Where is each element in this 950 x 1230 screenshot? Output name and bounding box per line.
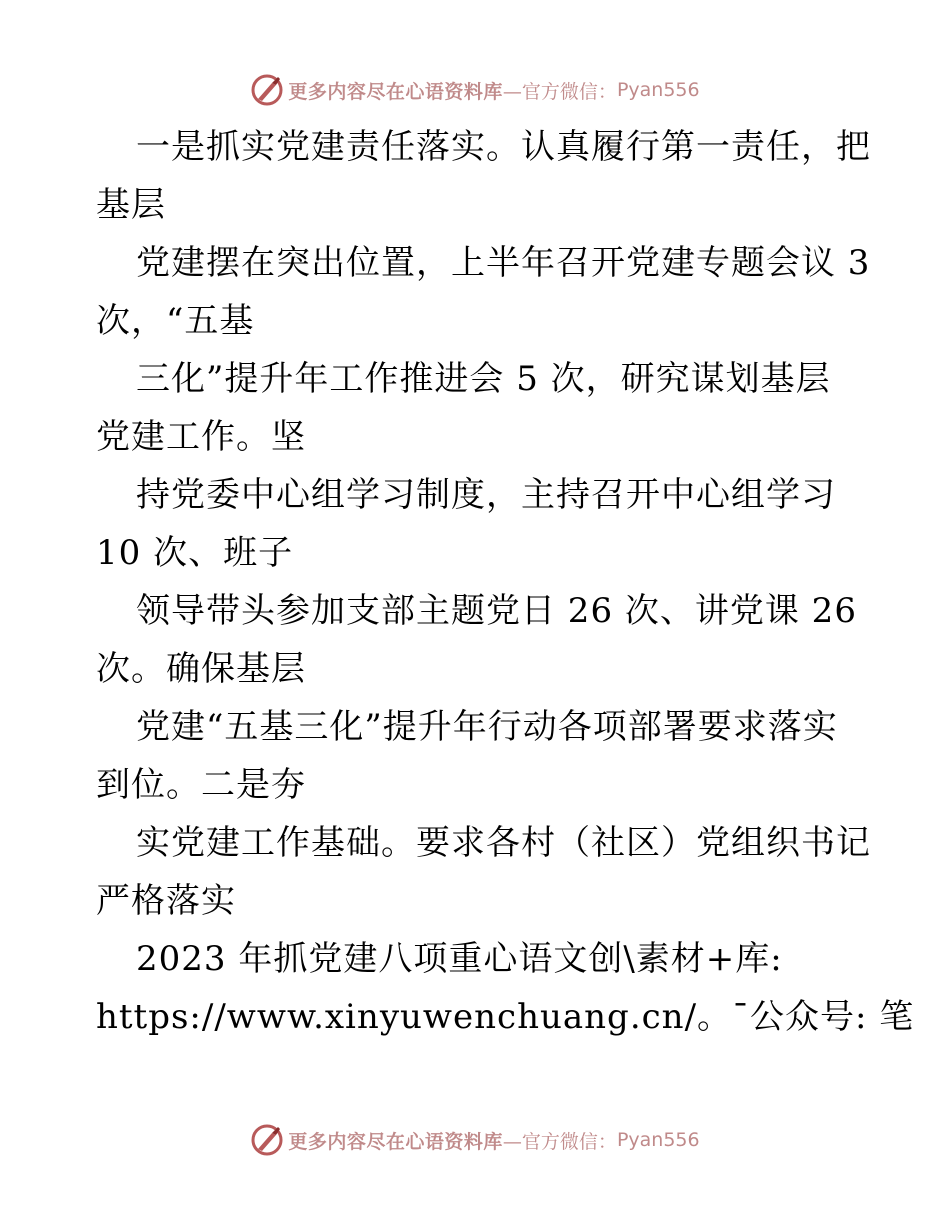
body-line: https://www.xinyuwenchuang.cn/。¯公众号: 笔 <box>96 997 915 1037</box>
body-line: 领导带头参加支部主题党日 26 次、讲党课 26 <box>136 591 857 631</box>
watermark-text-sep: —官方微信： <box>502 1130 617 1153</box>
body-line: 实党建工作基础。要求各村（社区）党组织书记 <box>136 823 871 863</box>
quill-pen-logo-icon <box>250 1123 284 1157</box>
body-line: 党建摆在突出位置，上半年召开党建专题会议 3 <box>136 243 871 283</box>
watermark-wechat-id: Pyan556 <box>616 79 700 101</box>
watermark-text-main: 更多内容尽在心语资料库 <box>288 80 503 103</box>
watermark-text-main: 更多内容尽在心语资料库 <box>288 1130 503 1153</box>
footer-watermark <box>0 1120 950 1160</box>
body-line: 到位。二是夯 <box>96 765 306 805</box>
body-line: 次。确保基层 <box>96 649 306 689</box>
body-line: 三化”提升年工作推进会 5 次，研究谋划基层 <box>136 359 831 399</box>
body-line: 基层 <box>96 185 166 225</box>
body-line: 次，“五基 <box>96 301 255 341</box>
quill-pen-logo-icon <box>250 73 284 107</box>
body-line: 一是抓实党建责任落实。认真履行第一责任，把 <box>136 127 871 167</box>
watermark-text-sep: —官方微信： <box>502 80 617 103</box>
header-watermark <box>0 70 950 110</box>
body-line: 持党委中心组学习制度，主持召开中心组学习 <box>136 475 836 515</box>
body-line: 严格落实 <box>96 881 236 921</box>
body-line: 10 次、班子 <box>96 533 294 573</box>
watermark-wechat-id: Pyan556 <box>616 1129 700 1151</box>
body-line: 党建“五基三化”提升年行动各项部署要求落实 <box>136 707 838 747</box>
document-body <box>96 118 915 1046</box>
body-line: 2023 年抓党建八项重心语文创\素材+库: <box>136 939 783 979</box>
body-line: 党建工作。坚 <box>96 417 306 457</box>
